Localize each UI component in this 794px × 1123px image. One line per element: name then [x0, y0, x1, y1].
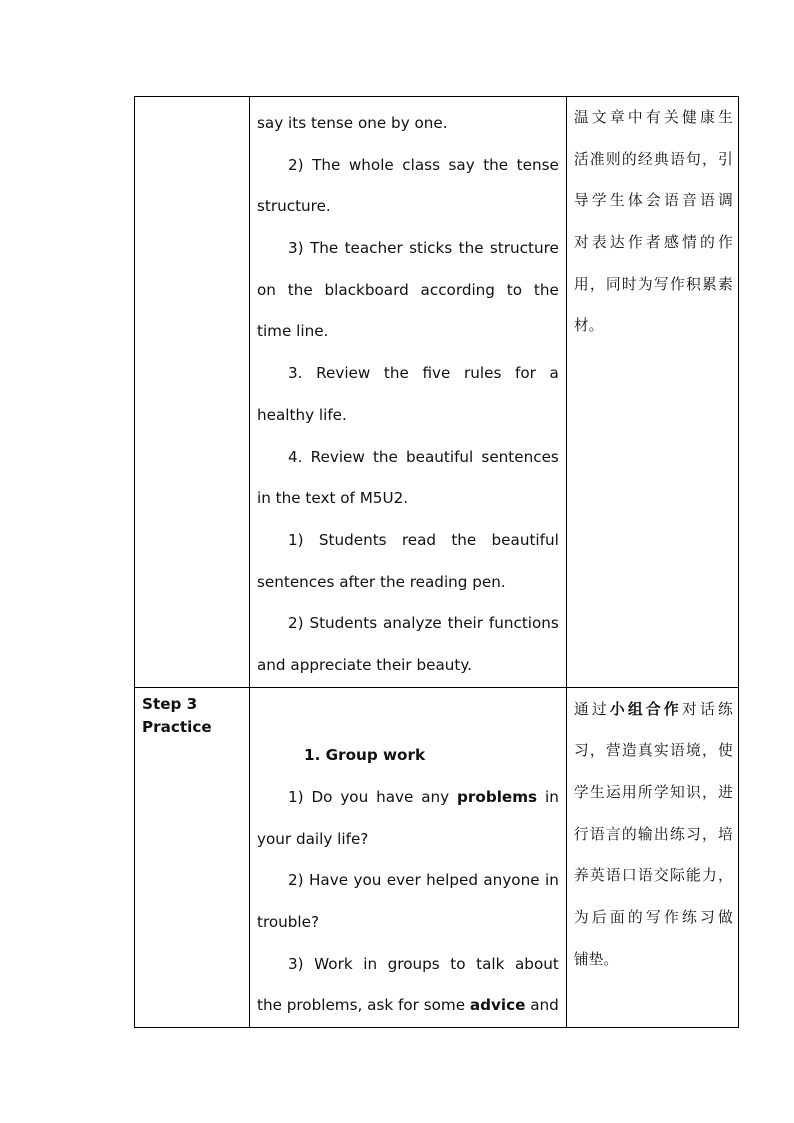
- procedure-line: trouble?: [257, 913, 320, 932]
- procedure-line: structure.: [257, 197, 331, 216]
- keyword: problems: [457, 788, 538, 806]
- purpose-line: 行语言的输出练习，培: [573, 825, 733, 843]
- procedure-line: your daily life?: [257, 829, 369, 848]
- step-cell: [135, 687, 250, 1028]
- procedure-line: in the text of M5U2.: [257, 489, 409, 508]
- procedure-line: healthy life.: [257, 405, 347, 424]
- keyword: 小组合作: [609, 700, 682, 718]
- procedure-line: 3) Work in groups to talk about: [288, 954, 559, 973]
- procedure-line: 1) Do you have any problems in: [288, 788, 559, 806]
- keyword: advice: [469, 996, 526, 1015]
- purpose-line: 导学生体会语音语调: [573, 192, 733, 210]
- step-cell: [135, 97, 250, 688]
- procedure-cell: [250, 97, 567, 688]
- procedure-line: 4. Review the beautiful sentences: [288, 447, 559, 466]
- lesson-plan-table: [134, 96, 739, 1028]
- purpose-line: 习，营造真实语境，使: [573, 742, 733, 760]
- blank-line: [257, 694, 559, 736]
- purpose-line: 铺垫。: [573, 950, 619, 968]
- procedure-line: the problems, ask for some advice and: [257, 996, 559, 1015]
- table-row: [135, 687, 739, 1028]
- purpose-line: 温文章中有关健康生: [573, 109, 733, 126]
- purpose-cell: [566, 97, 738, 688]
- purpose-line: 活准则的经典语句，引: [573, 150, 733, 168]
- purpose-line: 材。: [573, 317, 604, 335]
- section-heading: 1. Group work: [304, 746, 426, 765]
- procedure-cell: [250, 687, 567, 1028]
- procedure-line: and appreciate their beauty.: [257, 655, 472, 674]
- step-label: Step 3: [142, 694, 198, 713]
- procedure-line: sentences after the reading pen.: [257, 572, 506, 591]
- purpose-cell: [566, 687, 738, 1028]
- procedure-line: 2) The whole class say the tense: [288, 155, 559, 174]
- procedure-line: 2) Students analyze their functions: [288, 614, 559, 633]
- procedure-line: 1) Students read the beautiful: [288, 530, 559, 549]
- procedure-line: say its tense one by one.: [257, 114, 448, 132]
- procedure-line: on the blackboard according to the: [257, 280, 559, 299]
- step-label: Practice: [142, 717, 212, 736]
- purpose-line: 用，同时为写作积累素: [573, 275, 733, 293]
- purpose-line: 通过小组合作对话练: [573, 700, 733, 718]
- procedure-line: 2) Have you ever helped anyone in: [288, 871, 559, 890]
- procedure-line: 3. Review the five rules for a: [288, 364, 559, 383]
- purpose-line: 养英语口语交际能力，: [573, 867, 733, 885]
- purpose-line: 对表达作者感情的作: [573, 234, 733, 252]
- table-row: [135, 97, 739, 688]
- procedure-line: time line.: [257, 322, 329, 341]
- purpose-line: 为后面的写作练习做: [573, 909, 733, 927]
- procedure-line: 3) The teacher sticks the structure: [288, 239, 559, 258]
- purpose-line: 学生运用所学知识，进: [573, 784, 733, 801]
